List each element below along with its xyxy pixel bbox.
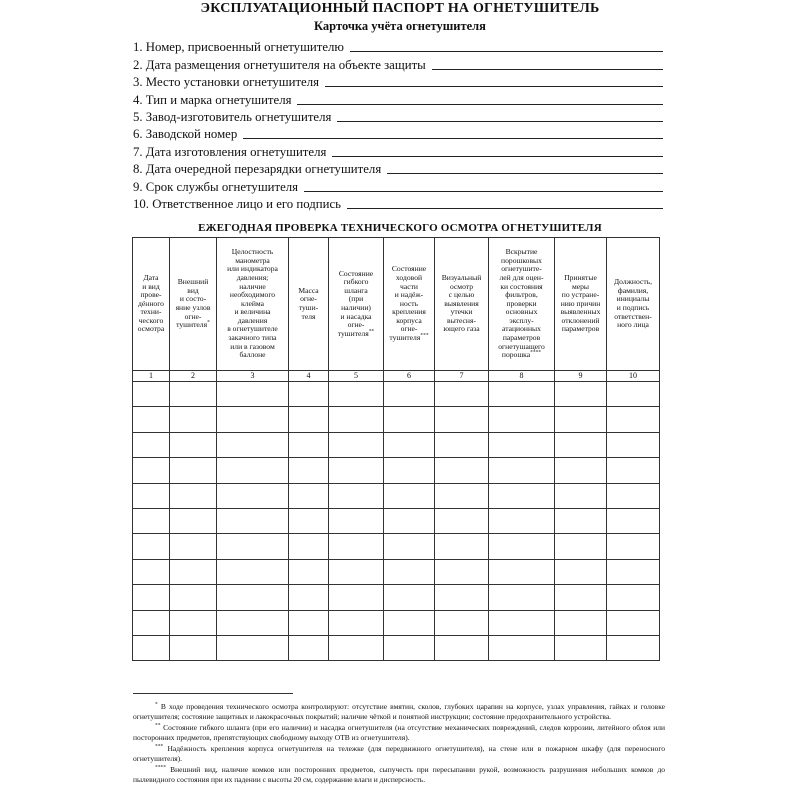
footnote-mark: *** bbox=[155, 743, 164, 750]
column-number: 6 bbox=[384, 371, 435, 382]
header-text-line: и вид bbox=[142, 281, 160, 291]
header-text-line: огне- bbox=[400, 324, 418, 334]
table-cell[interactable] bbox=[435, 534, 489, 559]
field-fill-line[interactable] bbox=[347, 208, 663, 209]
table-cell[interactable] bbox=[289, 534, 329, 559]
table-cell[interactable] bbox=[489, 458, 555, 483]
field-row bbox=[133, 124, 663, 141]
table-cell[interactable] bbox=[170, 382, 217, 407]
footnotes bbox=[133, 702, 665, 786]
header-text-line: основных bbox=[505, 307, 538, 317]
table-row bbox=[133, 610, 660, 635]
header-text-line: закачного типа bbox=[228, 333, 277, 343]
table-header-row bbox=[133, 238, 660, 371]
table-cell[interactable] bbox=[384, 585, 435, 610]
header-text-line: или индикатора bbox=[227, 264, 278, 274]
table-cell[interactable] bbox=[555, 483, 607, 508]
field-row bbox=[133, 176, 663, 193]
table-cell[interactable] bbox=[170, 483, 217, 508]
table-cell[interactable] bbox=[170, 432, 217, 457]
header-text-line: огне- bbox=[184, 311, 202, 321]
field-row bbox=[133, 159, 663, 176]
header-text-line: Принятые bbox=[564, 272, 597, 282]
table-cell[interactable] bbox=[133, 534, 170, 559]
table-cell[interactable] bbox=[329, 508, 384, 533]
field-fill-line[interactable] bbox=[337, 121, 663, 122]
table-cell[interactable] bbox=[133, 585, 170, 610]
table-row bbox=[133, 483, 660, 508]
header-text-line: наличии) bbox=[341, 303, 371, 312]
table-cell[interactable] bbox=[555, 407, 607, 432]
field-label: 6. Заводской номер bbox=[133, 127, 238, 142]
column-number: 5 bbox=[329, 371, 384, 382]
table-cell[interactable] bbox=[607, 585, 660, 610]
field-fill-line[interactable] bbox=[332, 156, 663, 157]
table-row bbox=[133, 585, 660, 610]
table-row bbox=[133, 534, 660, 559]
table-cell[interactable] bbox=[133, 508, 170, 533]
table-cell[interactable] bbox=[133, 559, 170, 584]
header-text-line: тушителя bbox=[176, 320, 208, 330]
header-text-line: ческого bbox=[138, 315, 164, 325]
table-cell[interactable] bbox=[329, 407, 384, 432]
registration-fields bbox=[133, 37, 663, 211]
header-text-line: параметров bbox=[561, 324, 600, 334]
footnote bbox=[133, 744, 665, 764]
field-label: 8. Дата очередной перезарядки огнетушителя bbox=[133, 162, 382, 177]
field-label: 4. Тип и марка огнетушителя bbox=[133, 92, 292, 107]
header-text-line: атационных bbox=[502, 324, 541, 334]
header-text-line: (при bbox=[348, 294, 364, 304]
table-cell[interactable] bbox=[555, 635, 607, 660]
header-text-line: эксплу- bbox=[509, 315, 534, 325]
header-text-line: осмотра bbox=[137, 324, 165, 334]
field-label: 3. Место установки огнетушителя bbox=[133, 75, 320, 90]
header-text-line: дённого bbox=[138, 298, 164, 308]
column-header-4 bbox=[289, 238, 329, 371]
inspection-title: ЕЖЕГОДНАЯ ПРОВЕРКА ТЕХНИЧЕСКОГО ОСМОТРА ОГНЕТУШИТЕЛЯ bbox=[198, 222, 602, 234]
column-number: 1 bbox=[133, 371, 170, 382]
column-number: 8 bbox=[489, 371, 555, 382]
header-text-line: нию причин bbox=[560, 298, 601, 308]
header-text-line: параметров bbox=[502, 333, 541, 343]
header-text-line: шланга bbox=[344, 285, 368, 295]
inspection-table-wrapper bbox=[132, 237, 660, 661]
table-cell[interactable] bbox=[489, 635, 555, 660]
header-text-line: и величина bbox=[234, 307, 271, 317]
column-header-9 bbox=[555, 238, 607, 371]
table-cell[interactable] bbox=[329, 534, 384, 559]
header-text-line: тушителя bbox=[389, 333, 421, 343]
footnote-mark: **** bbox=[155, 764, 166, 771]
header-text-line: ответствен- bbox=[614, 311, 652, 321]
footnote-mark: * bbox=[207, 319, 210, 326]
footnote-text: Внешний вид, наличие комков или посторонних предметов, сыпучесть при пересыпании рукой, возможность разрушения небольших комков до пылевидного состояния при их падении с высоты 20 см, содержание влаги и дисперсность. bbox=[133, 765, 666, 784]
table-row bbox=[133, 559, 660, 584]
header-text-line: давления; bbox=[236, 272, 269, 282]
header-text-line: осмотр bbox=[449, 281, 474, 291]
table-cell[interactable] bbox=[133, 407, 170, 432]
field-row bbox=[133, 107, 663, 124]
table-row bbox=[133, 382, 660, 407]
table-cell[interactable] bbox=[435, 458, 489, 483]
header-text-line: давления bbox=[237, 315, 268, 325]
table-cell[interactable] bbox=[217, 635, 289, 660]
table-cell[interactable] bbox=[607, 382, 660, 407]
footnote bbox=[133, 765, 665, 785]
table-row bbox=[133, 458, 660, 483]
field-fill-line[interactable] bbox=[325, 86, 663, 87]
column-number: 9 bbox=[555, 371, 607, 382]
header-text-line: вытесня- bbox=[446, 315, 477, 325]
footnote-divider bbox=[133, 693, 293, 694]
header-text-line: и подпись bbox=[616, 303, 650, 312]
table-cell[interactable] bbox=[384, 407, 435, 432]
header-text-line: ного лица bbox=[617, 320, 649, 330]
table-cell[interactable] bbox=[217, 534, 289, 559]
header-text-line: яние узлов bbox=[175, 303, 211, 312]
table-cell[interactable] bbox=[170, 407, 217, 432]
header-text-line: теля bbox=[301, 311, 316, 321]
table-cell[interactable] bbox=[489, 559, 555, 584]
table-cell[interactable] bbox=[217, 382, 289, 407]
document-title: ЭКСПЛУАТАЦИОННЫЙ ПАСПОРТ НА ОГНЕТУШИТЕЛЬ bbox=[200, 1, 600, 16]
column-header-1 bbox=[133, 238, 170, 371]
table-cell[interactable] bbox=[435, 610, 489, 635]
table-cell[interactable] bbox=[170, 635, 217, 660]
table-cell[interactable] bbox=[489, 432, 555, 457]
field-row bbox=[133, 37, 663, 54]
table-cell[interactable] bbox=[607, 432, 660, 457]
table-cell[interactable] bbox=[384, 559, 435, 584]
footnote-mark: ** bbox=[368, 328, 375, 335]
header-text-line: необходимого bbox=[229, 290, 276, 300]
footnote-text: Надёжность крепления корпуса огнетушителя на тележке (для передвижного огнетушителя), на стене или в пожарном шкафу (для переносного огнетушителя). bbox=[133, 744, 666, 763]
header-text-line: Состояние bbox=[338, 268, 374, 278]
table-cell[interactable] bbox=[329, 610, 384, 635]
header-text-line: Масса bbox=[298, 285, 319, 295]
field-label: 5. Завод-изготовитель огнетушителя bbox=[133, 109, 332, 124]
table-cell[interactable] bbox=[489, 508, 555, 533]
table-cell[interactable] bbox=[435, 483, 489, 508]
header-text-line: с целью bbox=[448, 290, 475, 300]
table-cell[interactable] bbox=[384, 610, 435, 635]
field-fill-line[interactable] bbox=[432, 69, 663, 70]
table-cell[interactable] bbox=[289, 559, 329, 584]
footnote bbox=[133, 723, 665, 743]
table-cell[interactable] bbox=[289, 432, 329, 457]
column-number: 3 bbox=[217, 371, 289, 382]
column-number: 7 bbox=[435, 371, 489, 382]
table-cell[interactable] bbox=[555, 458, 607, 483]
table-cell[interactable] bbox=[217, 483, 289, 508]
header-text-line: клейма bbox=[240, 298, 265, 308]
header-text-line: ность bbox=[399, 298, 419, 308]
header-text-line: огнетушащего bbox=[498, 341, 545, 351]
header-text-line: порошковых bbox=[501, 255, 542, 265]
column-header-7 bbox=[435, 238, 489, 371]
header-text-line: баллоне bbox=[239, 350, 266, 360]
table-cell[interactable] bbox=[607, 458, 660, 483]
table-cell[interactable] bbox=[435, 559, 489, 584]
footnote-text: Состояние гибкого шланга (при его наличии) и насадка огнетушителя (на отсутствие механических повреждений, следов коррозии, литейного облоя или посторонних предметов, препятствующих свободному выходу ОТВ из огнетушителя). bbox=[133, 723, 666, 742]
header-text-line: выявления bbox=[444, 298, 479, 308]
header-text-line: проверки bbox=[506, 298, 537, 308]
table-cell[interactable] bbox=[384, 432, 435, 457]
table-cell[interactable] bbox=[329, 483, 384, 508]
table-cell[interactable] bbox=[555, 610, 607, 635]
header-text-line: Целостность bbox=[231, 247, 274, 257]
table-cell[interactable] bbox=[289, 635, 329, 660]
field-fill-line[interactable] bbox=[243, 138, 663, 139]
header-text-line: гибкого bbox=[343, 277, 369, 287]
table-cell[interactable] bbox=[555, 508, 607, 533]
header-text-line: в огнетушителе bbox=[227, 324, 278, 334]
header-text-line: фамилия, bbox=[617, 285, 649, 295]
table-cell[interactable] bbox=[170, 508, 217, 533]
table-cell[interactable] bbox=[607, 559, 660, 584]
header-text-line: тушителя bbox=[337, 328, 369, 338]
header-text-line: утечки bbox=[450, 307, 473, 317]
table-cell[interactable] bbox=[133, 483, 170, 508]
table-cell[interactable] bbox=[217, 610, 289, 635]
header-text-line: Внешний bbox=[177, 277, 209, 287]
header-text-line: и состо- bbox=[179, 294, 207, 304]
table-cell[interactable] bbox=[133, 635, 170, 660]
table-cell[interactable] bbox=[555, 559, 607, 584]
field-row bbox=[133, 141, 663, 158]
field-fill-line[interactable] bbox=[350, 51, 663, 52]
footnote-text: В ходе проведения технического осмотра контролируют: отсутствие вмятин, сколов, глубоких царапин на корпусе, узлах управления, гайках и головке огнетушителя; состояние защитных и лакокрасочных покрытий; наличие чёткой и понятной инструкции; состояние предохранительного устройства. bbox=[133, 702, 666, 721]
table-cell[interactable] bbox=[435, 407, 489, 432]
footnote-mark: * bbox=[155, 701, 158, 708]
field-fill-line[interactable] bbox=[297, 104, 663, 105]
table-cell[interactable] bbox=[435, 635, 489, 660]
table-cell[interactable] bbox=[329, 635, 384, 660]
table-cell[interactable] bbox=[289, 458, 329, 483]
table-cell[interactable] bbox=[289, 508, 329, 533]
table-cell[interactable] bbox=[289, 483, 329, 508]
header-text-line: Визуальный bbox=[441, 272, 482, 282]
table-cell[interactable] bbox=[170, 559, 217, 584]
table-cell[interactable] bbox=[217, 508, 289, 533]
field-row bbox=[133, 194, 663, 211]
table-cell[interactable] bbox=[384, 382, 435, 407]
table-cell[interactable] bbox=[133, 458, 170, 483]
table-cell[interactable] bbox=[133, 610, 170, 635]
table-cell[interactable] bbox=[384, 483, 435, 508]
table-cell[interactable] bbox=[435, 382, 489, 407]
column-header-3 bbox=[217, 238, 289, 371]
header-text-line: инициалы bbox=[616, 294, 650, 304]
table-cell[interactable] bbox=[607, 407, 660, 432]
column-number: 4 bbox=[289, 371, 329, 382]
table-cell[interactable] bbox=[217, 585, 289, 610]
header-text-line: Дата bbox=[143, 272, 159, 282]
header-text-line: выявленных bbox=[560, 307, 601, 317]
header-text-line: огне- bbox=[347, 320, 365, 330]
field-label: 9. Срок службы огнетушителя bbox=[133, 179, 299, 194]
table-cell[interactable] bbox=[555, 585, 607, 610]
table-cell[interactable] bbox=[289, 382, 329, 407]
header-text-line: фильтров, bbox=[505, 290, 538, 300]
header-text-line: крепления bbox=[392, 307, 426, 317]
table-cell[interactable] bbox=[329, 432, 384, 457]
field-label: 7. Дата изготовления огнетушителя bbox=[133, 144, 327, 159]
column-number-row bbox=[133, 371, 660, 382]
header-text-line: техни- bbox=[140, 307, 162, 317]
footnote bbox=[133, 702, 665, 722]
table-cell[interactable] bbox=[329, 458, 384, 483]
header-text-line: или в газовом bbox=[230, 341, 275, 351]
header-text-line: Состояние bbox=[391, 264, 427, 274]
column-number: 2 bbox=[170, 371, 217, 382]
header-text-line: порошка bbox=[501, 350, 531, 360]
table-cell[interactable] bbox=[489, 585, 555, 610]
table-cell[interactable] bbox=[607, 508, 660, 533]
table-cell[interactable] bbox=[170, 585, 217, 610]
header-text-line: ходовой bbox=[395, 272, 423, 282]
table-cell[interactable] bbox=[489, 382, 555, 407]
field-row bbox=[133, 89, 663, 106]
table-cell[interactable] bbox=[329, 382, 384, 407]
table-row bbox=[133, 508, 660, 533]
table-cell[interactable] bbox=[489, 534, 555, 559]
header-text-line: манометра bbox=[235, 255, 270, 265]
field-label: 2. Дата размещения огнетушителя на объекте защиты bbox=[133, 57, 426, 72]
footnote-mark: ** bbox=[155, 722, 161, 729]
header-text-line: прове- bbox=[140, 290, 162, 300]
card-title: Карточка учёта огнетушителя bbox=[314, 19, 486, 33]
table-cell[interactable] bbox=[170, 610, 217, 635]
column-header-5 bbox=[329, 238, 384, 371]
column-number: 10 bbox=[607, 371, 660, 382]
inspection-table-body bbox=[133, 238, 660, 661]
table-cell[interactable] bbox=[555, 382, 607, 407]
header-text-line: наличие bbox=[239, 281, 266, 291]
table-cell[interactable] bbox=[384, 458, 435, 483]
table-cell[interactable] bbox=[133, 382, 170, 407]
column-header-10 bbox=[607, 238, 660, 371]
header-text-line: и надёж- bbox=[394, 290, 424, 300]
table-cell[interactable] bbox=[607, 483, 660, 508]
table-cell[interactable] bbox=[489, 610, 555, 635]
field-fill-line[interactable] bbox=[387, 173, 663, 174]
table-cell[interactable] bbox=[289, 610, 329, 635]
table-cell[interactable] bbox=[435, 508, 489, 533]
header-text-line: Вскрытие bbox=[505, 247, 538, 257]
table-cell[interactable] bbox=[607, 610, 660, 635]
header-text-line: огнетушите- bbox=[501, 264, 542, 274]
table-cell[interactable] bbox=[489, 483, 555, 508]
header-text-line: вид bbox=[187, 285, 199, 295]
table-cell[interactable] bbox=[489, 407, 555, 432]
header-text-line: Должность, bbox=[613, 277, 652, 287]
header-text-line: по устране- bbox=[561, 290, 600, 300]
table-cell[interactable] bbox=[384, 534, 435, 559]
table-cell[interactable] bbox=[289, 407, 329, 432]
field-row bbox=[133, 54, 663, 71]
table-row bbox=[133, 635, 660, 660]
table-cell[interactable] bbox=[217, 407, 289, 432]
table-cell[interactable] bbox=[607, 635, 660, 660]
field-label: 1. Номер, присвоенный огнетушителю bbox=[133, 40, 344, 55]
table-cell[interactable] bbox=[289, 585, 329, 610]
header-text-line: и насадка bbox=[340, 311, 372, 321]
header-text-line: туши- bbox=[298, 303, 319, 312]
column-header-8 bbox=[489, 238, 555, 371]
field-label: 10. Ответственное лицо и его подпись bbox=[133, 196, 342, 211]
field-row bbox=[133, 72, 663, 89]
table-row bbox=[133, 407, 660, 432]
header-text-line: части bbox=[400, 281, 418, 291]
table-cell[interactable] bbox=[329, 559, 384, 584]
table-cell[interactable] bbox=[435, 585, 489, 610]
table-cell[interactable] bbox=[170, 458, 217, 483]
header-text-line: меры bbox=[571, 281, 590, 291]
footnote-mark: **** bbox=[530, 349, 542, 356]
header-text-line: ки состояния bbox=[500, 281, 543, 291]
table-cell[interactable] bbox=[217, 458, 289, 483]
footnote-mark: *** bbox=[420, 332, 429, 339]
table-cell[interactable] bbox=[384, 635, 435, 660]
inspection-table bbox=[132, 237, 660, 661]
column-header-6 bbox=[384, 238, 435, 371]
table-cell[interactable] bbox=[555, 534, 607, 559]
table-cell[interactable] bbox=[217, 559, 289, 584]
table-cell[interactable] bbox=[217, 432, 289, 457]
header-text-line: лей для оцен- bbox=[499, 272, 544, 282]
table-cell[interactable] bbox=[170, 534, 217, 559]
header-text-line: ющего газа bbox=[443, 324, 480, 334]
header-text-line: корпуса bbox=[396, 315, 422, 325]
header-text-line: огне- bbox=[300, 294, 317, 304]
header-text-line: отклонений bbox=[561, 315, 600, 325]
table-cell[interactable] bbox=[607, 534, 660, 559]
table-cell[interactable] bbox=[133, 432, 170, 457]
table-row bbox=[133, 432, 660, 457]
table-cell[interactable] bbox=[384, 508, 435, 533]
table-cell[interactable] bbox=[435, 432, 489, 457]
column-header-2 bbox=[170, 238, 217, 371]
field-fill-line[interactable] bbox=[304, 191, 663, 192]
table-cell[interactable] bbox=[555, 432, 607, 457]
table-cell[interactable] bbox=[329, 585, 384, 610]
